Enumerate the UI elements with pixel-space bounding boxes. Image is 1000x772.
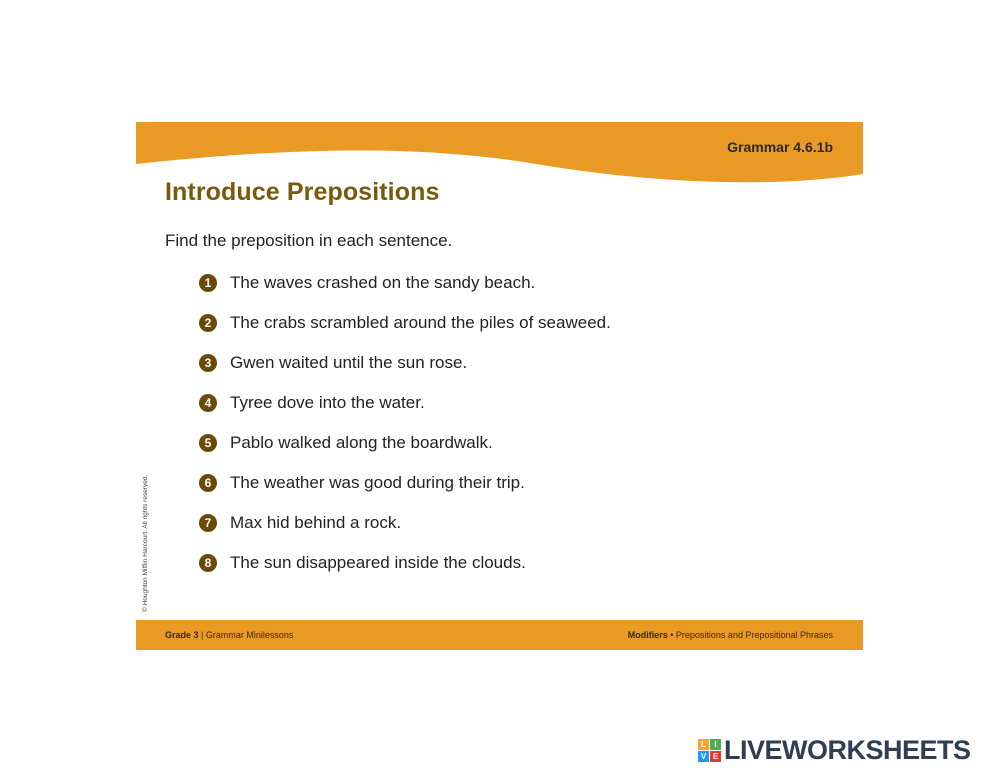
- sentence-text: Gwen waited until the sun rose.: [230, 353, 468, 372]
- number-badge: 5: [199, 434, 217, 452]
- footer-right: [628, 630, 833, 640]
- number-badge: 4: [199, 394, 217, 412]
- list-item: [199, 310, 611, 336]
- list-item: [199, 390, 425, 416]
- brand-name: LIVEWORKSHEETS: [724, 735, 971, 765]
- instruction-text: Find the preposition in each sentence.: [165, 231, 453, 250]
- footer-band: [136, 620, 863, 650]
- number-badge: 7: [199, 514, 217, 532]
- list-item: [199, 510, 401, 536]
- footer-grade: Grade 3: [165, 630, 199, 640]
- number-badge: 1: [199, 274, 217, 292]
- sentence-text: The waves crashed on the sandy beach.: [230, 273, 536, 292]
- number-badge: 6: [199, 474, 217, 492]
- footer-series: Grammar Minilessons: [205, 630, 294, 640]
- sentence-text: The sun disappeared inside the clouds.: [230, 553, 526, 572]
- sentence-text: Tyree dove into the water.: [230, 393, 425, 412]
- list-item: [199, 550, 526, 576]
- footer-topic: Prepositions and Prepositional Phrases: [675, 630, 833, 640]
- list-item: [199, 270, 535, 296]
- list-item: [199, 430, 493, 456]
- number-badge: 8: [199, 554, 217, 572]
- liveworksheets-logo: [698, 735, 971, 766]
- live-mark-icon: L I V E: [698, 739, 721, 762]
- sentence-text: The weather was good during their trip.: [230, 473, 525, 492]
- list-item: [199, 350, 467, 376]
- number-badge: 2: [199, 314, 217, 332]
- footer-separator: |: [201, 630, 204, 640]
- copyright-notice: © Houghton Mifflin Harcourt. All rights reserved.: [142, 474, 149, 612]
- page-title: Introduce Prepositions: [165, 178, 440, 206]
- sentence-text: Pablo walked along the boardwalk.: [230, 433, 493, 452]
- sentence-text: The crabs scrambled around the piles of seaweed.: [230, 313, 611, 332]
- footer-unit: Modifiers: [627, 630, 668, 640]
- grammar-code: Grammar 4.6.1b: [727, 139, 833, 155]
- footer-bullet: •: [670, 630, 674, 640]
- footer-left: [165, 630, 293, 640]
- sentence-text: Max hid behind a rock.: [230, 513, 402, 532]
- worksheet-page: [136, 122, 863, 650]
- number-badge: 3: [199, 354, 217, 372]
- header-band: [136, 122, 863, 184]
- list-item: [199, 470, 525, 496]
